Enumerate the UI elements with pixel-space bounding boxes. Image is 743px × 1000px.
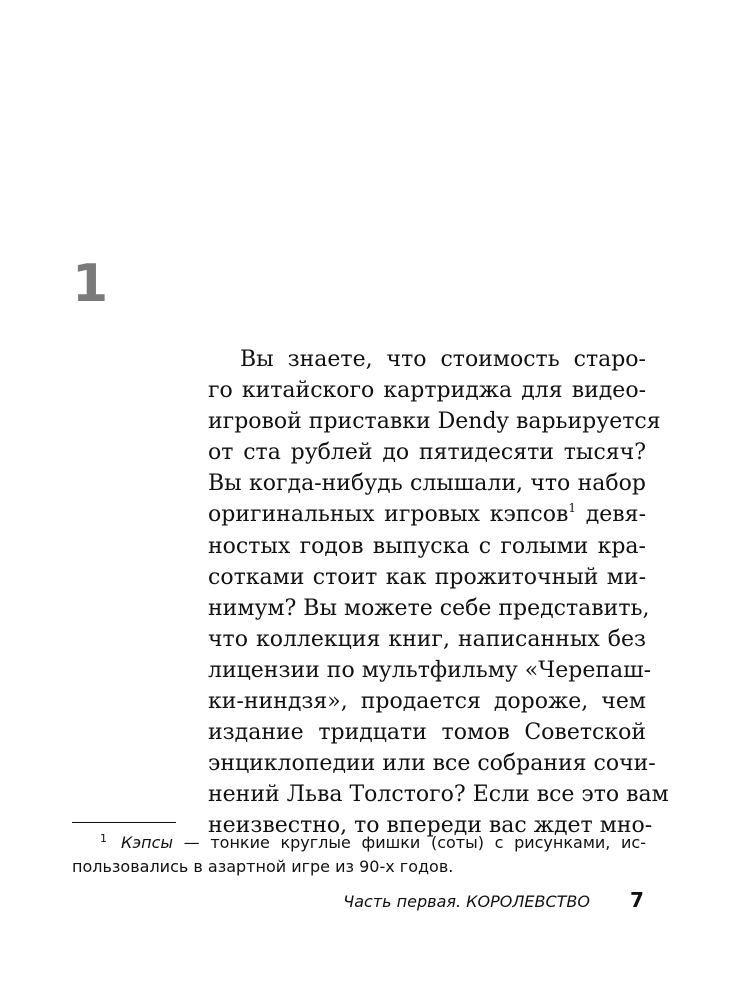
page-number: 7 [630,888,644,912]
text-segment: девя- [585,502,646,528]
text-line: нений Льва Толстого? Если все это вам [208,782,669,808]
footnote-divider [72,822,176,823]
text-line: ки-ниндзя», продается дороже, чем [208,689,646,715]
footnote [72,831,646,879]
text-line: лицензии по мультфильму «Черепаш- [208,657,652,683]
footnote-text: — тонкие круглые фишки (соты) с рисунками, ис- [173,833,646,852]
text-line: Вы когда-нибудь слышали, что набор [208,471,646,497]
text-line: Вы знаете, что стоимость старо- [240,347,646,372]
text-line: издание тридцати томов Советской [208,720,646,746]
footnote-line [72,831,646,855]
text-line: ностых годов выпуска с голыми кра- [208,533,646,559]
text-line: неизвестно, то впереди вас ждет мно- [208,813,653,839]
body-paragraph [208,344,669,842]
text-line: нимум? Вы можете себе представить, [208,595,650,621]
text-line: энциклопедии или все собрания сочи- [208,751,656,777]
text-line: от ста рублей до пятидесяти тысяч? [208,440,646,466]
text-line: го китайского картриджа для видео- [208,378,646,404]
running-footer-title: Часть первая. КОРОЛЕВСТВО [343,892,590,911]
text-line: сотками стоит как прожиточный ми- [208,564,646,590]
footnote-line: пользовались в азартной игре из 90-х годов. [72,857,454,876]
text-line-with-footnote [208,499,646,530]
text-line: что коллекция книг, написанных без [208,626,646,652]
footnote-term: Кэпсы [121,833,174,852]
text-line: игровой приставки Dendy варьируется [208,409,661,435]
chapter-number: 1 [72,254,109,314]
footnote-number: 1 [100,832,107,845]
footnote-reference[interactable]: 1 [568,501,577,516]
text-segment: оригинальных игровых кэпсов [208,502,569,528]
